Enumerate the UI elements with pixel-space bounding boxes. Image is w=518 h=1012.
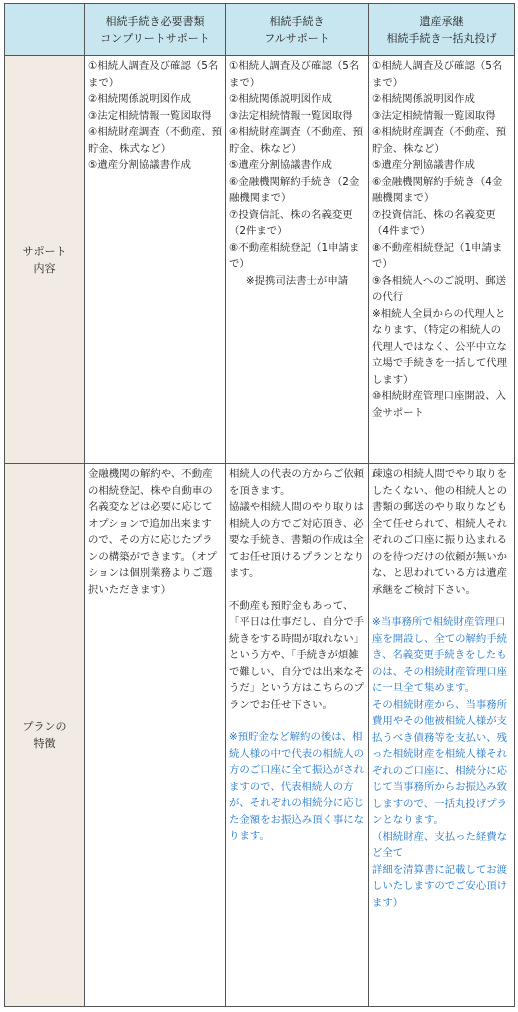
support-note: ※提携司法書士が申請 — [245, 274, 349, 287]
support-item: ①相続人調査及び確認（5名まで） — [88, 60, 219, 89]
support-item: ⑦投資信託、株の名義変更（4件まで） — [372, 208, 496, 237]
plan-header-line: 相続手続き — [269, 14, 325, 28]
support-item: ⑤遺産分割協議書作成 — [229, 159, 332, 171]
support-item: ①相続人調査及び確認（5名まで） — [229, 60, 360, 89]
support-item: ⑤遺産分割協議書作成 — [88, 159, 191, 171]
plan-header-full — [226, 4, 369, 56]
plan-header-line: 相続手続き一括丸投げ — [386, 31, 497, 45]
support-item: ③法定相続情報一覧図取得 — [229, 109, 353, 122]
header-row — [5, 4, 515, 56]
feature-note: その相続財産から、当事務所費用やその他被相続人様が支払うべき債務等を支払い、残った相続財産を相続人様それぞれのご口座に、相続分に応じて当事務所からお振込み致しますので、一括丸投げプランとなります。 — [372, 698, 508, 826]
row-label-line: 内容 — [33, 261, 56, 275]
support-item: ③法定相続情報一覧図取得 — [88, 109, 212, 122]
support-estate-cell — [369, 56, 515, 464]
feature-note: ※当事務所で相続財産管理口座を開設し、全ての解約手続き、名義変更手続きをしたものは、その相続財産管理口座に一旦全て集めます。 — [372, 616, 508, 694]
support-item: ②相続関係説明図作成 — [372, 93, 475, 105]
features-estate-cell — [369, 464, 515, 1007]
plan-header-complete — [85, 4, 226, 56]
support-item: ①相続人調査及び確認（5名まで） — [372, 60, 503, 89]
feature-paragraph: 協議や相続人間のやり取りは相続人の方でご対応頂き、必要な手続き、書類の作成は全てお任せ頂けるプランとなります。 — [229, 501, 365, 579]
support-item: ⑥金融機関解約手続き（4金融機関まで） — [372, 175, 503, 204]
plan-header-line: フルサポート — [264, 31, 330, 45]
feature-paragraph: 疎遠の相続人間でやり取りをしたくない、他の相続人との書類の郵送のやり取りなども全て任せられて、相続人それぞれのご口座に振り込まれるのを待つだけの依頼が無いかな、と思われている方は遺産承継をご検討下さい。 — [372, 468, 508, 596]
support-item: ⑨各相続人へのご説明、郵送の代行 — [372, 274, 507, 303]
features-row-label — [5, 464, 85, 1007]
support-complete-cell — [85, 56, 226, 464]
support-item: ②相続関係説明図作成 — [229, 93, 332, 105]
paragraph-gap — [372, 598, 511, 614]
support-item: ⑥金融機関解約手続き（2金融機関まで） — [229, 175, 360, 204]
feature-paragraph: 相続人の代表の方からご依頼を頂きます。 — [229, 468, 365, 497]
feature-note: （相続財産、支払った経費など全て — [372, 830, 508, 859]
plan-header-line: コンプリートサポート — [100, 31, 210, 45]
support-item: ※相続人全員からの代理人となります、（特定の相続人の代理人ではなく、公平中立な立場で手続きを一括して代理します） — [372, 307, 508, 386]
support-row-label — [5, 56, 85, 464]
plan-header-estate — [369, 4, 515, 56]
features-complete-cell — [85, 464, 226, 1007]
support-row — [5, 56, 515, 464]
feature-note: 詳細を清算書に記載してお渡しいたしますのでご安心頂けます） — [372, 863, 508, 909]
support-item: ⑧不動産相続登記（1申請まで） — [229, 241, 360, 270]
plan-header-line: 遺産承継 — [419, 14, 464, 28]
support-item: ④相続財産調査（不動産、預貯金、株式など） — [88, 126, 223, 155]
row-label-line: プランの — [22, 720, 67, 733]
support-item: ⑩相続財産管理口座開設、入金サポート — [372, 390, 507, 419]
support-item: ④相続財産調査（不動産、預貯金、株など） — [372, 126, 507, 155]
row-label-line: サポート — [22, 244, 67, 258]
support-item: ②相続関係説明図作成 — [88, 93, 191, 105]
plan-header-line: 相続手続き必要書類 — [105, 14, 205, 28]
support-full-cell — [226, 56, 369, 464]
support-item: ⑤遺産分割協議書作成 — [372, 159, 475, 171]
feature-note: ※預貯金など解約の後は、相続人様の中で代表の相続人の方のご口座に全て振込がされますので、代表相続人の方が、それぞれの相続分に応じた金額をお振込み頂く事になります。 — [229, 731, 365, 842]
features-full-cell — [226, 464, 369, 1007]
feature-paragraph: 不動産も預貯金もあって、「平日は仕事だし、自分で手続きをする時間が取れない」という方や、「手続きが煩雑で難しい、自分では出来なそうだ」という方はこちらのプランでお任せ下さい。 — [229, 599, 365, 711]
support-item: ⑧不動産相続登記（1申請まで） — [372, 241, 503, 270]
feature-paragraph: 金融機関の解約や、不動産の相続登記、株や自動車の名義変などは必要に応じてオプションで追加出来ますので、その方に応じたプランの構築ができます。（オプションは個別業務よりご選択いただきます） — [88, 468, 217, 596]
corner-cell — [5, 4, 85, 56]
paragraph-gap — [229, 713, 365, 729]
row-label-line: 特徴 — [33, 737, 56, 750]
support-item: ④相続財産調査（不動産、預貯金、株など） — [229, 126, 364, 155]
support-item: ⑦投資信託、株の名義変更（2件まで） — [229, 208, 353, 237]
features-row — [5, 464, 515, 1007]
support-item: ③法定相続情報一覧図取得 — [372, 109, 496, 122]
plan-comparison-table — [4, 3, 515, 1007]
paragraph-gap — [229, 582, 365, 598]
